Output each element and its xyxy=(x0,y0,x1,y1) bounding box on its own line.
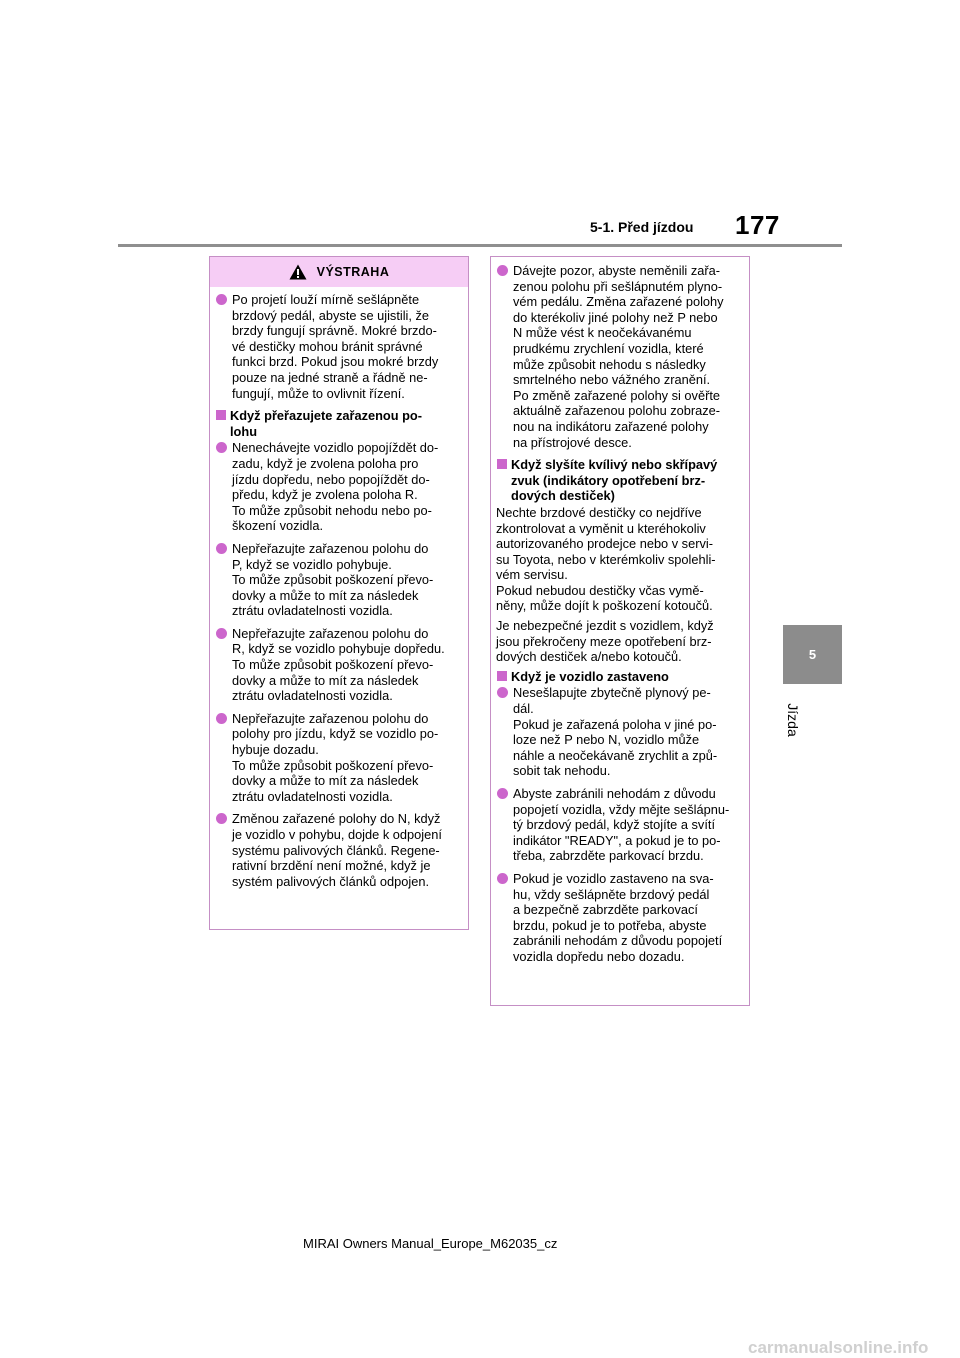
text-line: zadu, když je zvolena poloha pro xyxy=(232,455,419,471)
text-line: To může způsobit poškození převo- xyxy=(232,757,434,773)
text-line: Dávejte pozor, abyste neměnili zařa- xyxy=(513,263,720,278)
text-line: Když přeřazujete zařazenou po- xyxy=(230,408,422,424)
text-line: To může způsobit poškození převo- xyxy=(232,657,434,673)
text-line: R, když se vozidlo pohybuje dopředu. xyxy=(232,641,445,657)
text-line: škození vozidla. xyxy=(232,518,324,534)
text-line: Je nebezpečné jezdit s vozidlem, když xyxy=(496,618,714,634)
bullet-item xyxy=(496,263,745,450)
chapter-tab xyxy=(783,625,842,684)
text-line: To může způsobit poškození převo- xyxy=(232,572,434,588)
text-line: sobit tak nehodu. xyxy=(513,763,611,779)
chapter-number: 5 xyxy=(808,647,817,662)
text-line: N může vést k neočekávanému xyxy=(513,325,692,341)
text-line: ztrátu ovladatelnosti vozidla. xyxy=(232,603,393,619)
text-line: systému palivových článků. Regene- xyxy=(232,842,440,858)
paragraph xyxy=(496,618,745,665)
warning-right-content xyxy=(496,257,745,965)
text-line: může způsobit nehodu s následky xyxy=(513,356,706,372)
warning-box-left xyxy=(209,256,469,930)
warning-header xyxy=(210,257,468,287)
text-line: vém pedálu. Změna zařazené polohy xyxy=(513,294,724,310)
section-heading xyxy=(215,408,464,439)
bullet-item xyxy=(215,811,464,889)
page-number: 177 xyxy=(735,210,780,240)
text-line: Po změně zařazené polohy si ověřte xyxy=(513,387,720,403)
text-line: prudkému zrychlení vozidla, které xyxy=(513,340,704,356)
chapter-label-text: Jízda xyxy=(785,703,801,737)
text-line: hybuje dozadu. xyxy=(232,742,319,758)
text-line: smrtelného nebo vážného zranění. xyxy=(513,372,711,388)
bullet-item xyxy=(496,871,745,965)
text-line: dovky a může to mít za následek xyxy=(232,672,419,688)
text-line: popojetí vozidla, vždy mějte sešlápnu- xyxy=(513,801,730,817)
text-line: polohy pro jízdu, když se vozidlo po- xyxy=(232,726,439,742)
section-title: 5-1. Před jízdou xyxy=(590,219,694,235)
text-line: náhle a neočekávaně zrychlit a způ- xyxy=(513,747,718,763)
text-line: Abyste zabránili nehodám z důvodu xyxy=(513,786,716,801)
text-line: dovky a může to mít za následek xyxy=(232,587,419,603)
text-line: do kterékoliv jiné polohy než P nebo xyxy=(513,309,718,325)
text-line: lohu xyxy=(230,423,258,439)
text-line: Když je vozidlo zastaveno xyxy=(511,668,669,684)
text-line: brzdový pedál, abyste se ujistili, že xyxy=(232,307,430,323)
bullet-item xyxy=(215,541,464,619)
text-line: třeba, zabrzděte parkovací brzdu. xyxy=(513,848,704,864)
text-line: Nenechávejte vozidlo popojíždět do- xyxy=(232,440,439,456)
section-heading xyxy=(496,669,745,685)
text-line: dových destiček a/nebo kotoučů. xyxy=(496,649,682,665)
text-line: Po projetí louží mírně sešlápněte xyxy=(232,292,420,307)
text-line: aktuálně zařazenou polohu zobraze- xyxy=(513,403,721,419)
bullet-item xyxy=(215,440,464,534)
text-line: a bezpečně zabrzděte parkovací xyxy=(513,902,698,918)
text-line: pouze na jedné straně a řádně ne- xyxy=(232,369,428,385)
text-line: vém servisu. xyxy=(496,567,568,583)
text-line: Nepřeřazujte zařazenou polohu do xyxy=(232,710,429,726)
text-line: rativní brzdění není možné, když je xyxy=(232,858,431,874)
text-line: loze než P nebo N, vozidlo může xyxy=(513,732,700,748)
text-line: systém palivových článků odpojen. xyxy=(232,873,430,889)
text-line: předu, když je zvolena poloha R. xyxy=(232,487,418,503)
text-line: Pokud nebudou destičky včas vymě- xyxy=(496,582,704,598)
text-line: zenou polohu při sešlápnutém plyno- xyxy=(513,278,723,294)
text-line: jízdu dopředu, nebo popojíždět do- xyxy=(232,471,430,487)
text-line: zabránili nehodám z důvodu popojetí xyxy=(513,933,723,949)
text-line: Nepřeřazujte zařazenou polohu do xyxy=(232,540,429,556)
text-line: Změnou zařazené polohy do N, když xyxy=(232,811,441,827)
bullet-item xyxy=(215,292,464,401)
text-line: Pokud je vozidlo zastaveno na sva- xyxy=(513,870,714,886)
text-line: zvuk (indikátory opotřebení brz- xyxy=(511,472,706,488)
text-line: brzdu, pokud je to potřeba, abyste xyxy=(513,917,707,933)
text-line: tý brzdový pedál, když stojíte a svítí xyxy=(513,817,715,833)
section-heading xyxy=(496,457,745,504)
warning-box-right xyxy=(490,256,750,1006)
text-line: P, když se vozidlo pohybuje. xyxy=(232,556,392,572)
text-line: ztrátu ovladatelnosti vozidla. xyxy=(232,688,393,704)
bullet-item xyxy=(496,685,745,779)
text-line: zkontrolovat a vyměnit u kteréhokoliv xyxy=(496,520,706,536)
chapter-label xyxy=(781,690,805,750)
text-line: Nechte brzdové destičky co nejdříve xyxy=(496,504,702,520)
paragraph xyxy=(496,505,745,614)
watermark: carmanualsonline.info xyxy=(748,1338,929,1357)
text-line: autorizovaného prodejce nebo v servi- xyxy=(496,536,713,552)
bullet-item xyxy=(496,786,745,864)
text-line: Pokud je zařazená poloha v jiné po- xyxy=(513,716,717,732)
footer-text: MIRAI Owners Manual_Europe_M62035_cz xyxy=(303,1236,558,1251)
text-line: Nesešlapujte zbytečně plynový pe- xyxy=(513,685,711,701)
text-line: Nepřeřazujte zařazenou polohu do xyxy=(232,625,429,641)
text-line: fungují, může to ovlivnit řízení. xyxy=(232,385,405,401)
text-line: vozidla dopředu nebo dozadu. xyxy=(513,948,685,964)
header-divider xyxy=(118,244,842,247)
text-line: Když slyšíte kvílivý nebo skřípavý xyxy=(511,457,718,473)
text-line: na přístrojové desce. xyxy=(513,434,632,450)
text-line: hu, vždy sešlápněte brzdový pedál xyxy=(513,886,710,902)
text-line: indikátor "READY", a pokud je to po- xyxy=(513,832,721,848)
warning-triangle-icon xyxy=(289,264,307,280)
text-line: něny, může dojít k poškození kotoučů. xyxy=(496,598,713,614)
text-line: nou na indikátoru zařazené polohy xyxy=(513,418,709,434)
bullet-item xyxy=(215,626,464,704)
warning-title: VÝSTRAHA xyxy=(316,265,390,279)
warning-left-content xyxy=(215,287,464,889)
text-line: To může způsobit nehodu nebo po- xyxy=(232,502,432,518)
text-line: vé destičky mohou bránit správné xyxy=(232,338,423,354)
text-line: funkci brzd. Pokud jsou mokré brzdy xyxy=(232,354,439,370)
text-line: ztrátu ovladatelnosti vozidla. xyxy=(232,788,393,804)
text-line: dál. xyxy=(513,701,534,717)
bullet-item xyxy=(215,711,464,805)
text-line: je vozidlo v pohybu, dojde k odpojení xyxy=(232,827,442,842)
text-line: su Toyota, nebo v kterémkoliv spolehli- xyxy=(496,551,716,567)
text-line: jsou překročeny meze opotřebení brz- xyxy=(496,633,712,649)
text-line: brzdy fungují správně. Mokré brzdo- xyxy=(232,323,437,339)
text-line: dovky a může to mít za následek xyxy=(232,773,419,789)
text-line: dových destiček) xyxy=(511,488,615,504)
